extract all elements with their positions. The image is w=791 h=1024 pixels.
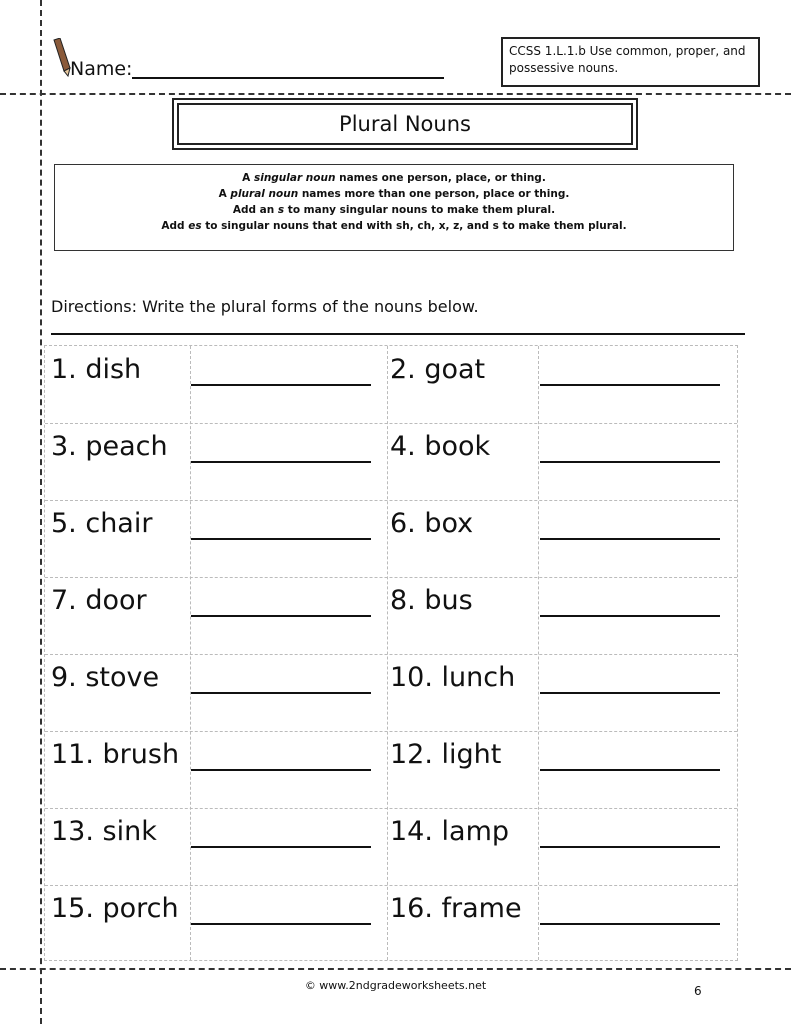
rule-term: s bbox=[277, 204, 285, 216]
answer-blank[interactable] bbox=[191, 538, 371, 540]
noun-item: 14. lamp bbox=[390, 816, 510, 847]
grid-row-divider bbox=[45, 654, 737, 655]
rule-line bbox=[55, 202, 733, 218]
noun-item: 12. light bbox=[390, 739, 502, 770]
rule-line bbox=[55, 186, 733, 202]
answer-blank[interactable] bbox=[191, 461, 371, 463]
rule-term: es bbox=[188, 220, 202, 232]
rules-list bbox=[55, 170, 733, 234]
noun-item: 2. goat bbox=[390, 354, 486, 385]
noun-item: 10. lunch bbox=[390, 662, 516, 693]
top-cut-line bbox=[0, 93, 791, 95]
rule-text: to singular nouns that end with sh, ch, x, z, and s to make them plural. bbox=[201, 220, 627, 232]
directions-underline bbox=[51, 333, 745, 335]
rule-text: A bbox=[242, 172, 254, 184]
grid-row-divider bbox=[45, 577, 737, 578]
title-box bbox=[172, 98, 638, 150]
rule-text: Add an bbox=[232, 204, 278, 216]
answer-blank[interactable] bbox=[191, 769, 371, 771]
rule-text: Add bbox=[161, 220, 189, 232]
answer-blank[interactable] bbox=[191, 846, 371, 848]
page-number: 6 bbox=[694, 984, 702, 998]
rule-term: plural noun bbox=[230, 188, 299, 200]
standard-text-line1: CCSS 1.L.1.b Use common, proper, and bbox=[509, 44, 746, 58]
noun-item: 7. door bbox=[51, 585, 147, 616]
grid-row-divider bbox=[45, 731, 737, 732]
noun-item: 11. brush bbox=[51, 739, 180, 770]
left-cut-line bbox=[40, 0, 42, 1024]
rules-box bbox=[54, 164, 734, 251]
noun-item: 1. dish bbox=[51, 354, 142, 385]
answer-blank[interactable] bbox=[191, 923, 371, 925]
noun-item: 3. peach bbox=[51, 431, 168, 462]
answer-blank[interactable] bbox=[540, 615, 720, 617]
rule-text: to many singular nouns to make them plural. bbox=[284, 204, 556, 216]
noun-item: 16. frame bbox=[390, 893, 522, 924]
answer-blank[interactable] bbox=[191, 384, 371, 386]
name-write-line[interactable] bbox=[132, 77, 444, 79]
noun-item: 5. chair bbox=[51, 508, 153, 539]
grid-row-divider bbox=[45, 423, 737, 424]
noun-item: 6. box bbox=[390, 508, 474, 539]
answer-blank[interactable] bbox=[540, 846, 720, 848]
grid-row-divider bbox=[45, 885, 737, 886]
rule-line bbox=[55, 170, 733, 186]
rule-term: singular noun bbox=[253, 172, 336, 184]
answer-blank[interactable] bbox=[540, 538, 720, 540]
standard-box bbox=[501, 37, 760, 87]
rule-text: names more than one person, place or thing. bbox=[298, 188, 570, 200]
noun-item: 8. bus bbox=[390, 585, 473, 616]
name-area bbox=[50, 38, 450, 84]
name-label: Name: bbox=[70, 58, 133, 80]
answer-blank[interactable] bbox=[540, 461, 720, 463]
grid-column-divider bbox=[538, 346, 539, 960]
grid-column-divider bbox=[190, 346, 191, 960]
page-title: Plural Nouns bbox=[177, 103, 633, 145]
noun-item: 13. sink bbox=[51, 816, 157, 847]
answer-blank[interactable] bbox=[191, 615, 371, 617]
answer-blank[interactable] bbox=[540, 769, 720, 771]
grid-row-divider bbox=[45, 500, 737, 501]
footer-copyright: © www.2ndgradeworksheets.net bbox=[304, 979, 487, 992]
pencil-icon bbox=[50, 38, 72, 78]
grid-row-divider bbox=[45, 808, 737, 809]
grid-column-divider bbox=[387, 346, 388, 960]
rule-line bbox=[55, 218, 733, 234]
answer-blank[interactable] bbox=[540, 923, 720, 925]
answer-blank[interactable] bbox=[540, 384, 720, 386]
bottom-cut-line bbox=[0, 968, 791, 970]
noun-item: 4. book bbox=[390, 431, 491, 462]
answer-blank[interactable] bbox=[540, 692, 720, 694]
directions-text: Directions: Write the plural forms of the nouns below. bbox=[51, 297, 479, 316]
rule-text: names one person, place, or thing. bbox=[335, 172, 546, 184]
answer-blank[interactable] bbox=[191, 692, 371, 694]
noun-item: 15. porch bbox=[51, 893, 179, 924]
rule-text: A bbox=[218, 188, 231, 200]
noun-item: 9. stove bbox=[51, 662, 160, 693]
standard-text-line2: possessive nouns. bbox=[509, 61, 619, 75]
